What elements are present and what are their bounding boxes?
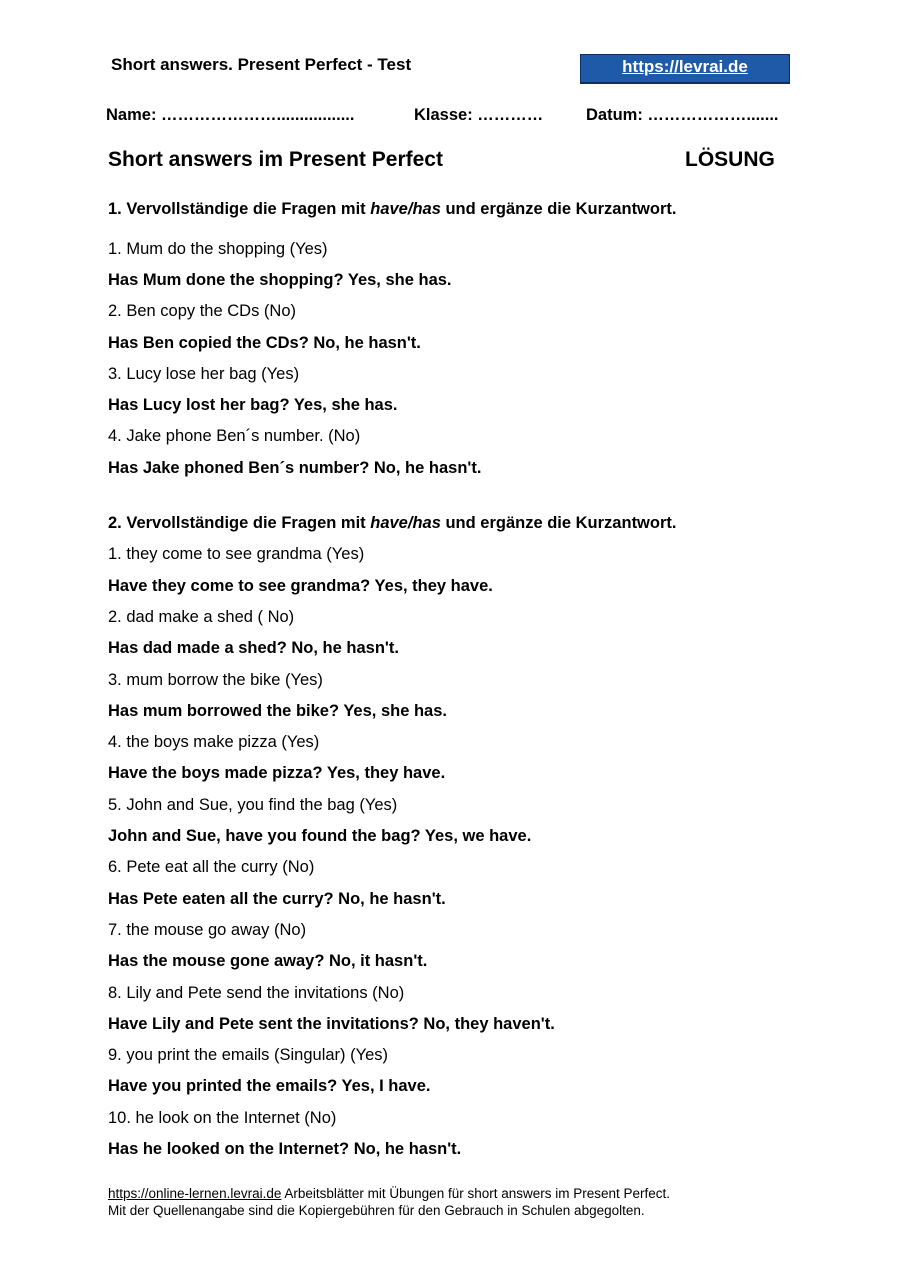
exercise2-question: 8. Lily and Pete send the invitations (No) [108, 984, 405, 1002]
section1-instruction-start: 1. Vervollständige die Fragen mit [108, 200, 371, 218]
datum-field: Datum: ………………....... [586, 106, 779, 124]
footer-line-2: Mit der Quellenangabe sind die Kopiergebühren für den Gebrauch in Schulen abgegolten. [108, 1203, 645, 1218]
exercise2-answer: Has dad made a shed? No, he hasn't. [108, 639, 399, 657]
exercise2-question: 9. you print the emails (Singular) (Yes) [108, 1046, 389, 1064]
exercise1-answer: Has Mum done the shopping? Yes, she has. [108, 271, 452, 289]
exercise2-question: 5. John and Sue, you find the bag (Yes) [108, 796, 398, 814]
section2-instruction-start: 2. Vervollständige die Fragen mit [108, 514, 371, 532]
exercise2-question: 1. they come to see grandma (Yes) [108, 545, 365, 563]
exercise2-answer: John and Sue, have you found the bag? Yes, we have. [108, 827, 532, 845]
exercise1-question: 4. Jake phone Ben´s number. (No) [108, 427, 361, 445]
exercise1-answer: Has Jake phoned Ben´s number? No, he hasn't. [108, 459, 482, 477]
exercise1-question: 2. Ben copy the CDs (No) [108, 302, 296, 320]
exercise2-answer: Has he looked on the Internet? No, he hasn't. [108, 1140, 462, 1158]
section2-instruction [108, 514, 676, 533]
exercise2-answer: Have they come to see grandma? Yes, they have. [108, 577, 493, 595]
levrai-link-button[interactable] [580, 54, 790, 84]
exercise1-question: 3. Lucy lose her bag (Yes) [108, 365, 300, 383]
exercise2-question: 7. the mouse go away (No) [108, 921, 307, 939]
solution-label: LÖSUNG [685, 148, 775, 171]
section2-instruction-emphasis: have/has [370, 514, 441, 532]
exercise1-answer: Has Lucy lost her bag? Yes, she has. [108, 396, 398, 414]
exercise2-question: 6. Pete eat all the curry (No) [108, 858, 315, 876]
exercise2-answer: Has mum borrowed the bike? Yes, she has. [108, 702, 447, 720]
footer-link[interactable]: https://online-lernen.levrai.de [108, 1186, 282, 1201]
exercise2-answer: Have you printed the emails? Yes, I have. [108, 1077, 431, 1095]
section1-instruction-end: und ergänze die Kurzantwort. [440, 200, 677, 218]
exercise2-answer: Has Pete eaten all the curry? No, he hasn't. [108, 890, 446, 908]
worksheet-header-title: Short answers. Present Perfect - Test [111, 55, 412, 74]
section1-instruction [108, 200, 676, 219]
exercise1-answer: Has Ben copied the CDs? No, he hasn't. [108, 334, 421, 352]
footer-line-1 [108, 1185, 670, 1202]
exercise2-question: 10. he look on the Internet (No) [108, 1109, 337, 1127]
exercise1-question: 1. Mum do the shopping (Yes) [108, 240, 328, 258]
section2-instruction-end: und ergänze die Kurzantwort. [440, 514, 677, 532]
footer-description: Arbeitsblätter mit Übungen für short answers im Present Perfect. [281, 1186, 671, 1201]
section1-instruction-emphasis: have/has [370, 200, 441, 218]
name-field: Name: …………………................. [106, 106, 355, 124]
exercise2-question: 4. the boys make pizza (Yes) [108, 733, 320, 751]
exercise2-answer: Have Lily and Pete sent the invitations? No, they haven't. [108, 1015, 555, 1033]
page-title: Short answers im Present Perfect [108, 148, 443, 171]
levrai-link-text[interactable]: https://levrai.de [622, 57, 748, 76]
klasse-field: Klasse: ………… [414, 106, 544, 124]
footer [108, 1185, 670, 1219]
exercise2-answer: Has the mouse gone away? No, it hasn't. [108, 952, 428, 970]
exercise2-answer: Have the boys made pizza? Yes, they have. [108, 764, 446, 782]
exercise2-question: 3. mum borrow the bike (Yes) [108, 671, 323, 689]
exercise2-question: 2. dad make a shed ( No) [108, 608, 295, 626]
